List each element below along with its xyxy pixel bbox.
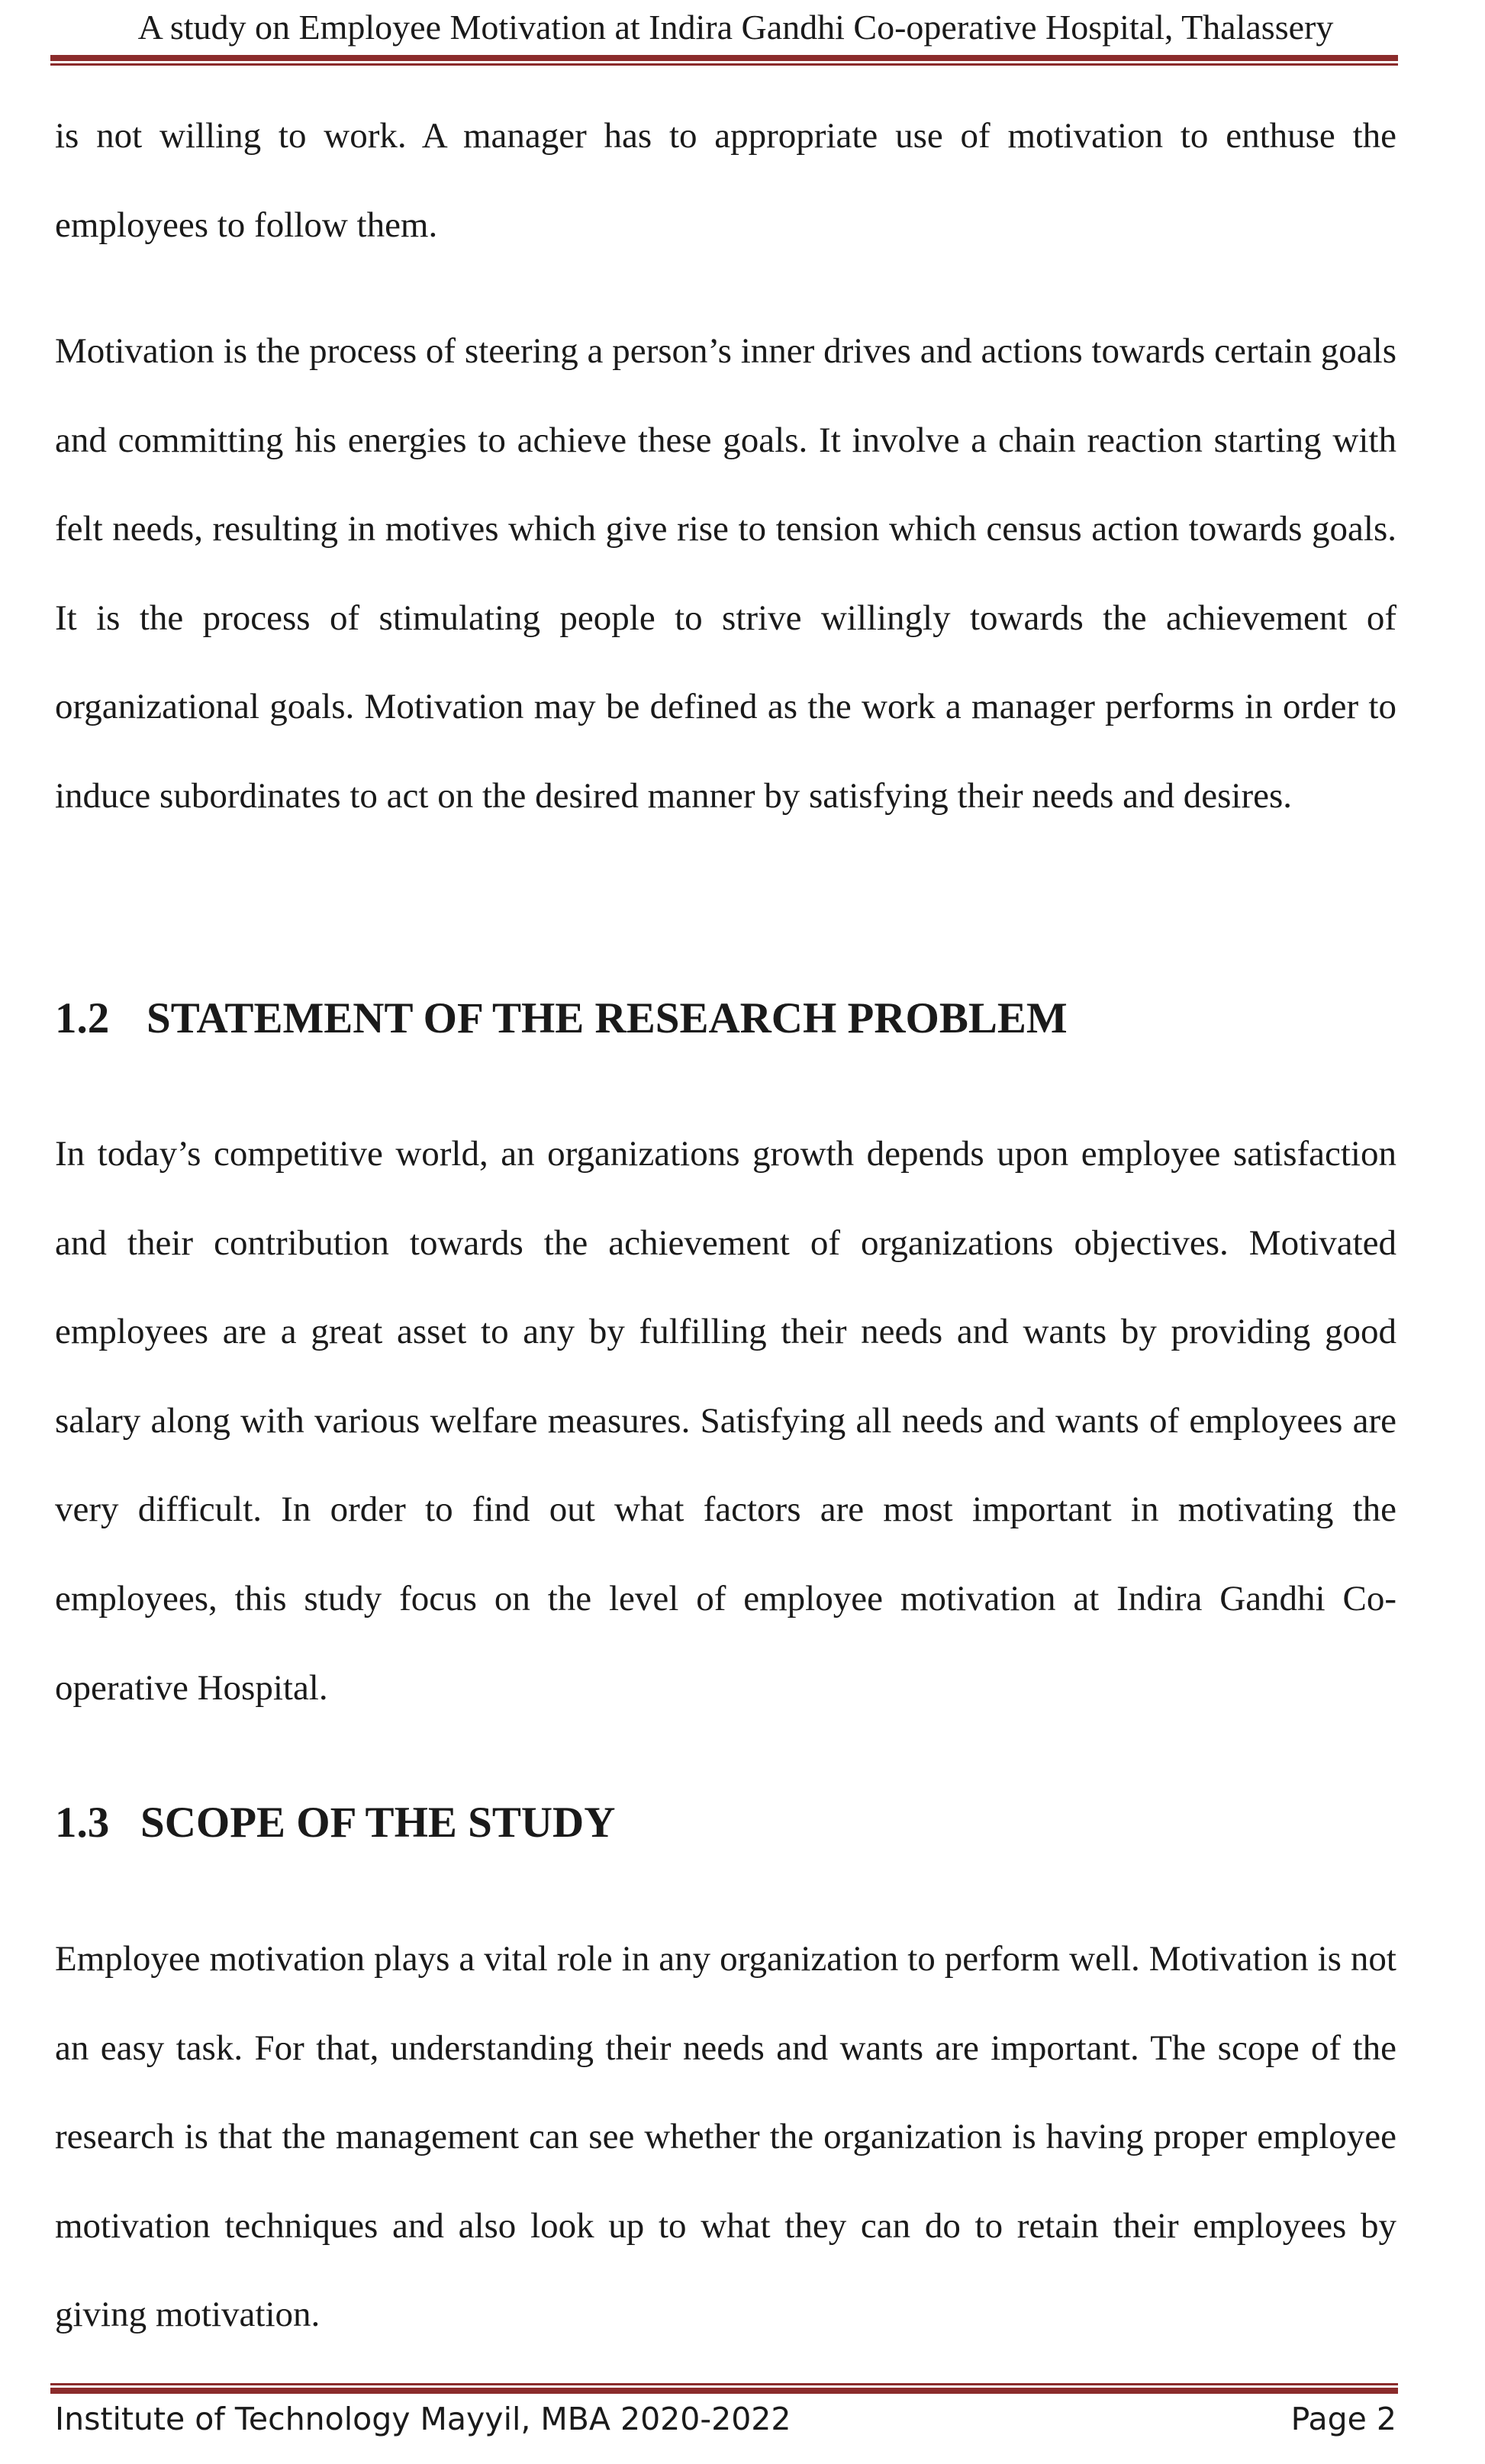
section-title: STATEMENT OF THE RESEARCH PROBLEM <box>147 994 1068 1042</box>
section-number: 1.2 <box>55 994 110 1042</box>
header-divider <box>50 55 1398 66</box>
section-title: SCOPE OF THE STUDY <box>140 1799 616 1847</box>
footer-institution: Institute of Technology Mayyil, MBA 2020-2022 <box>55 2401 791 2437</box>
section-heading-research-problem <box>55 992 1068 1045</box>
section-number: 1.3 <box>55 1799 110 1847</box>
running-header: A study on Employee Motivation at Indira Gandhi Co-operative Hospital, Thalassery <box>137 8 1334 47</box>
footer-divider <box>50 2383 1398 2394</box>
section-heading-scope <box>55 1796 615 1850</box>
paragraph-continuation: is not willing to work. A manager has to appropriate use of motivation to enthuse the employees to follow them. <box>55 116 1396 245</box>
paragraph-motivation-definition: Motivation is the process of steering a person’s inner drives and actions towards certain goals and committing his energies to achieve these goals. It involve a chain reaction starting with felt needs, resulting in motives which give rise to tension which census action towards goals. It is the process of stimulating people to strive willingly towards the achievement of organizational goals. Motivation may be defined as the work a manager performs in order to induce subordinates to act on the desired manner by satisfying their needs and desires. <box>55 331 1396 816</box>
paragraph-scope: Employee motivation plays a vital role in any organization to perform well. Motivation is not an easy task. For that, understanding their needs and wants are important. The scope of the research is that the management can see whether the organization is having proper employee motivation techniques and also look up to what they can do to retain their employees by giving motivation. <box>55 1939 1396 2335</box>
page-number: Page 2 <box>1290 2401 1396 2437</box>
paragraph-research-problem: In today’s competitive world, an organizations growth depends upon employee satisfaction and their contribution towards the achievement of organizations objectives. Motivated employees are a great asset to any by fulfilling their needs and wants by providing good salary along with various welfare measures. Satisfying all needs and wants of employees are very difficult. In order to find out what factors are most important in motivating the employees, this study focus on the level of employee motivation at Indira Gandhi Co-operative Hospital. <box>55 1134 1396 1708</box>
